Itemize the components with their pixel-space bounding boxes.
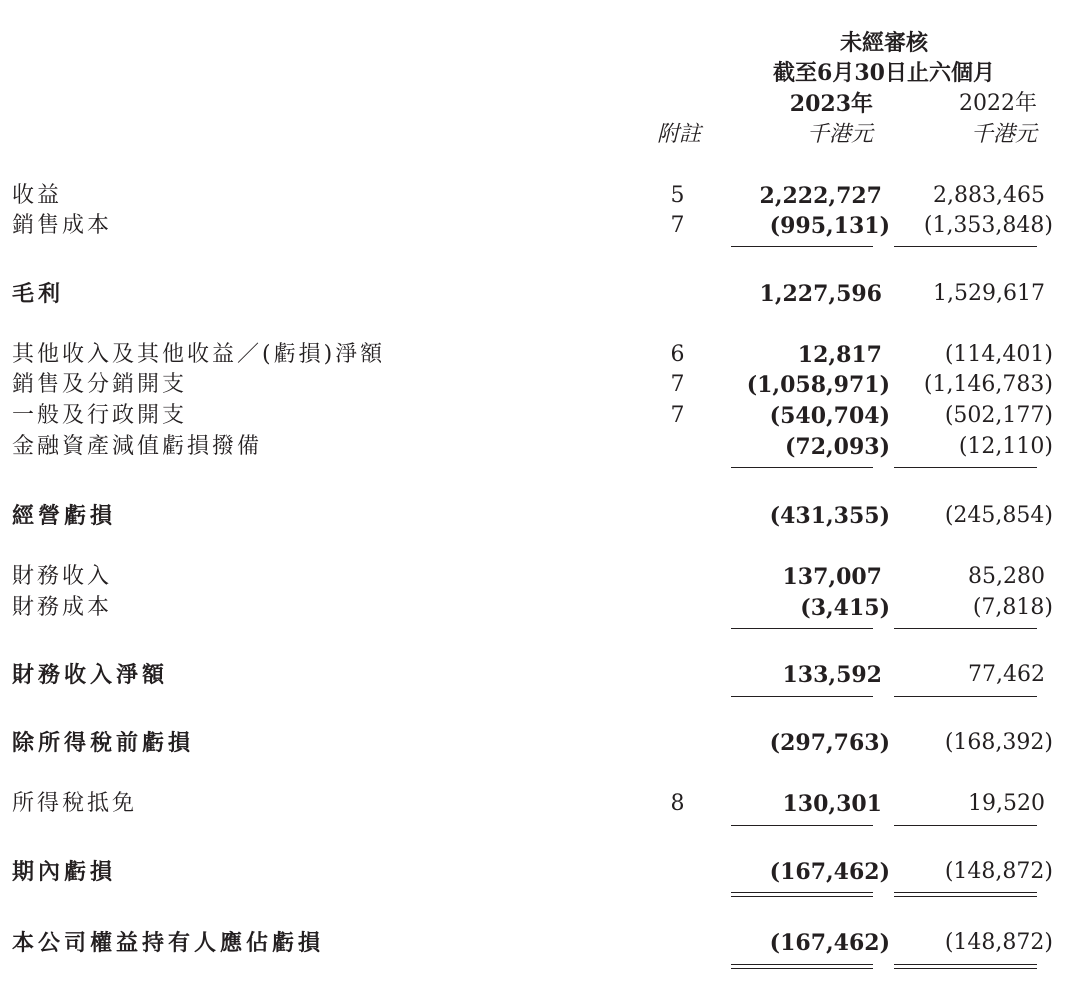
row-label: 財務收入淨額 (12, 662, 169, 688)
value-2022: (148,872) (944, 859, 1053, 884)
row-label: 金融資產減值虧損撥備 (12, 434, 263, 459)
subtotal-rule (731, 825, 873, 826)
row-label: 銷售及分銷開支 (12, 372, 188, 397)
value-2022: 2,883,465 (933, 183, 1045, 208)
row-label: 一般及行政開支 (12, 403, 188, 428)
row-label: 期內虧損 (12, 859, 117, 885)
row-admin-expenses (0, 401, 1080, 431)
year-2023-header: 2023年 (789, 91, 873, 117)
total-double-rule (894, 892, 1037, 897)
row-other-income (0, 340, 1080, 370)
notes-column-header: 附註 (656, 122, 701, 147)
value-2022: (7,818) (972, 595, 1053, 620)
value-2022: (148,872) (944, 930, 1053, 955)
total-double-rule (894, 964, 1037, 969)
subtotal-rule (894, 696, 1037, 697)
row-label: 毛利 (12, 281, 65, 307)
subtotal-rule (731, 467, 873, 468)
unit-2022-header: 千港元 (970, 122, 1037, 147)
value-2023: (1,058,971) (746, 372, 890, 398)
value-2023: (431,355) (769, 503, 890, 529)
row-cost-of-sales (0, 211, 1080, 241)
subtotal-rule (731, 246, 873, 247)
row-note: 8 (670, 791, 685, 816)
year-2022-header: 2022年 (959, 91, 1037, 116)
row-label: 經營虧損 (12, 503, 117, 529)
value-2022: (502,177) (944, 403, 1053, 428)
row-note: 7 (670, 213, 685, 238)
value-2022: (12,110) (958, 434, 1053, 459)
row-loss-before-tax (0, 728, 1080, 758)
row-label: 所得稅抵免 (12, 791, 138, 816)
subtotal-rule (894, 467, 1037, 468)
row-note: 5 (670, 183, 685, 208)
value-2023: (167,462) (769, 859, 890, 885)
value-2022: 85,280 (968, 564, 1045, 589)
row-operating-loss (0, 501, 1080, 531)
value-2022: (1,353,848) (923, 213, 1053, 238)
value-2022: 1,529,617 (933, 281, 1045, 306)
value-2022: 77,462 (968, 662, 1045, 687)
value-2023: 130,301 (782, 791, 882, 817)
row-loss-for-period (0, 857, 1080, 887)
value-2022: (1,146,783) (923, 372, 1053, 397)
row-note: 7 (670, 372, 685, 397)
total-double-rule (731, 964, 873, 969)
unit-2023-header: 千港元 (806, 122, 873, 147)
value-2023: (3,415) (800, 595, 890, 621)
subtotal-rule (731, 696, 873, 697)
row-note: 6 (670, 342, 685, 367)
period-header: 截至6月30日止六個月 (773, 60, 995, 86)
value-2023: 1,227,596 (759, 281, 882, 307)
row-loss-attributable (0, 928, 1080, 958)
value-2023: 133,592 (782, 662, 882, 688)
value-2022: (114,401) (944, 342, 1053, 367)
row-label: 收益 (12, 183, 63, 208)
row-impairment (0, 432, 1080, 462)
row-label: 財務成本 (12, 595, 113, 620)
row-note: 7 (670, 403, 685, 428)
row-label: 財務收入 (12, 564, 113, 589)
row-label: 除所得稅前虧損 (12, 730, 195, 756)
unaudited-header: 未經審核 (839, 30, 928, 56)
value-2023: (540,704) (769, 403, 890, 429)
row-revenue (0, 181, 1080, 211)
value-2022: (245,854) (944, 503, 1053, 528)
row-label: 本公司權益持有人應佔虧損 (12, 930, 325, 956)
row-label: 銷售成本 (12, 213, 113, 238)
value-2023: (297,763) (769, 730, 890, 756)
subtotal-rule (894, 825, 1037, 826)
value-2022: (168,392) (944, 730, 1053, 755)
subtotal-rule (894, 246, 1037, 247)
subtotal-rule (731, 628, 873, 629)
value-2023: 12,817 (797, 342, 882, 368)
value-2023: (72,093) (784, 434, 890, 460)
value-2023: 2,222,727 (759, 183, 882, 209)
row-gross-profit (0, 279, 1080, 309)
value-2022: 19,520 (968, 791, 1045, 816)
value-2023: 137,007 (782, 564, 882, 590)
value-2023: (167,462) (769, 930, 890, 956)
row-income-tax-credit (0, 789, 1080, 819)
row-finance-income (0, 562, 1080, 592)
row-net-finance-income (0, 660, 1080, 690)
subtotal-rule (894, 628, 1037, 629)
row-finance-costs (0, 593, 1080, 623)
row-label: 其他收入及其他收益／(虧損)淨額 (12, 342, 386, 367)
value-2023: (995,131) (769, 213, 890, 239)
row-selling-expenses (0, 370, 1080, 400)
total-double-rule (731, 892, 873, 897)
